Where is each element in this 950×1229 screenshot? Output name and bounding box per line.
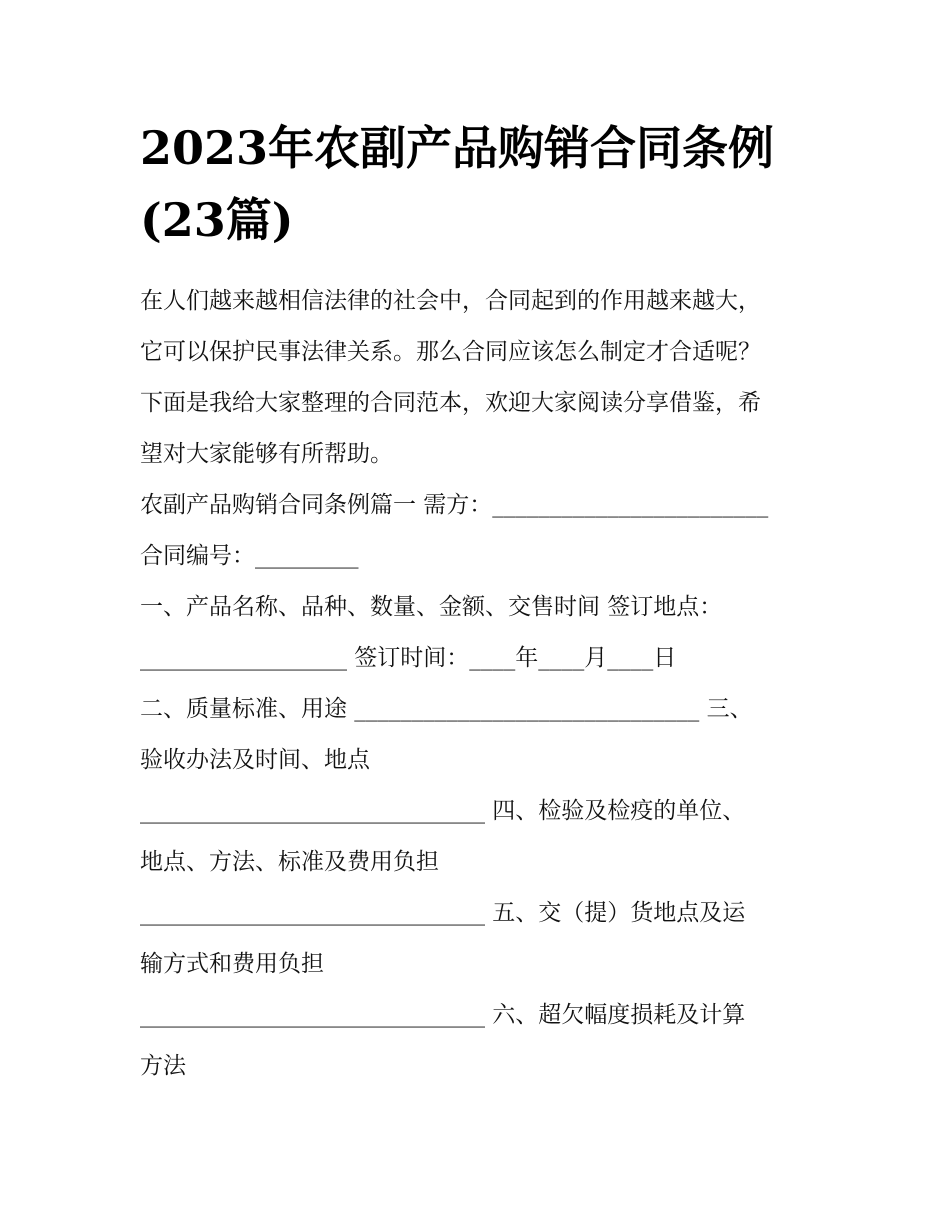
clause-3-line: 验收办法及时间、地点 — [140, 747, 370, 773]
clause-1-line: 一、产品名称、品种、数量、金额、交售时间 签订地点： — [140, 594, 723, 620]
title-line-1: 2023年农副产品购销合同条例 — [140, 121, 775, 175]
document-title — [140, 112, 830, 256]
contract-number-line: 合同编号：_________ — [140, 543, 359, 569]
clause-5-cont-line: 输方式和费用负担 — [140, 951, 324, 977]
intro-line-2: 它可以保护民事法律关系。那么合同应该怎么制定才合适呢？ — [140, 339, 761, 365]
clause-5-line: ______________________________ 五、交（提）货地点及运 — [140, 900, 746, 926]
intro-line-4: 望对大家能够有所帮助。 — [140, 441, 393, 467]
clause-2-line: 二、质量标准、用途 ______________________________ 三、 — [140, 696, 753, 722]
intro-line-1: 在人们越来越相信法律的社会中，合同起到的作用越来越大， — [140, 288, 761, 314]
title-line-2: (23篇) — [140, 193, 294, 247]
contract-header-line: 农副产品购销合同条例篇一 需方：________________________ — [140, 492, 769, 518]
clause-4-line: ______________________________ 四、检验及检疫的单位、 — [140, 798, 746, 824]
intro-line-3: 下面是我给大家整理的合同范本，欢迎大家阅读分享借鉴，希 — [140, 390, 761, 416]
document-body — [140, 276, 840, 1092]
signing-time-line: __________________ 签订时间：____年____月____日 — [140, 645, 677, 671]
clause-6-line: ______________________________ 六、超欠幅度损耗及计算 — [140, 1002, 746, 1028]
clause-4-cont-line: 地点、方法、标准及费用负担 — [140, 849, 439, 875]
clause-6-cont-line: 方法 — [140, 1053, 186, 1079]
